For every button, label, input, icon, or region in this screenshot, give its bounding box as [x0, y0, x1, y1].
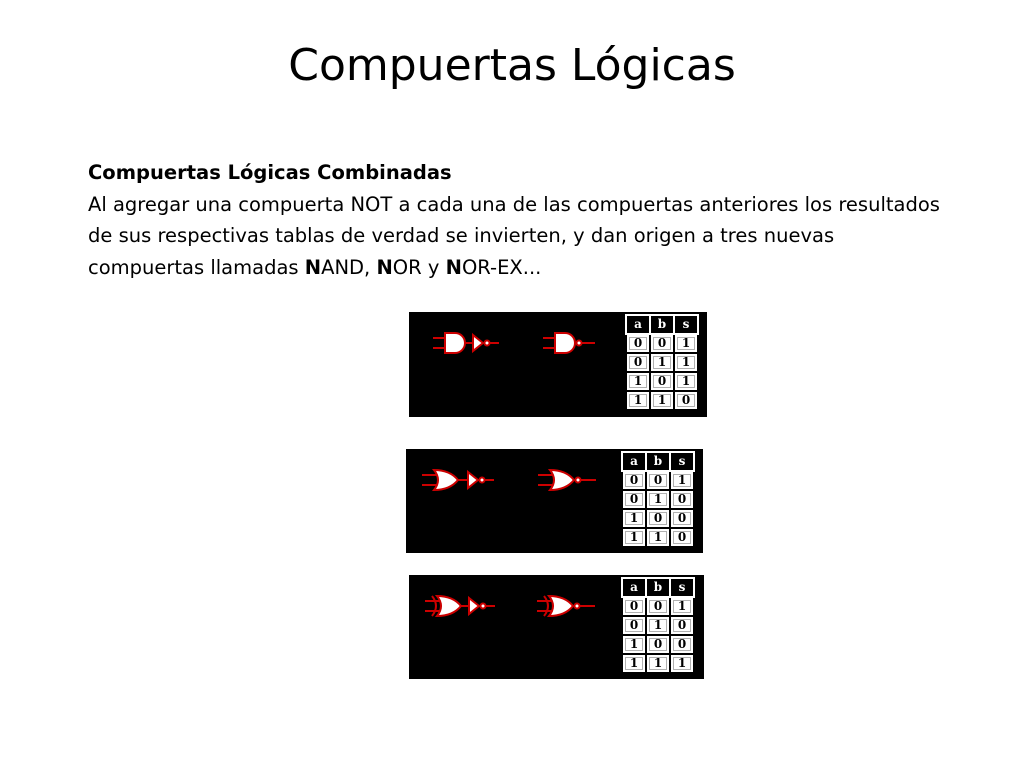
table-cell: 0	[646, 471, 670, 490]
table-cell: 1	[670, 654, 694, 673]
paragraph	[88, 189, 948, 284]
table-cell: 1	[622, 635, 646, 654]
table-cell: 0	[626, 353, 650, 372]
table-header: s	[670, 578, 694, 597]
table-cell: 1	[622, 528, 646, 547]
nand-panel	[409, 312, 707, 417]
nor-truth-table	[621, 451, 695, 548]
table-cell: 1	[674, 372, 698, 391]
table-cell: 0	[646, 509, 670, 528]
table-cell: 0	[622, 597, 646, 616]
table-header: b	[646, 452, 670, 471]
table-header: s	[670, 452, 694, 471]
table-cell: 0	[622, 490, 646, 509]
table-cell: 0	[674, 391, 698, 410]
table-cell: 0	[670, 528, 694, 547]
table-cell: 0	[622, 471, 646, 490]
nand-rest: AND,	[321, 255, 377, 279]
table-cell: 1	[670, 597, 694, 616]
table-header: a	[622, 452, 646, 471]
table-cell: 1	[650, 391, 674, 410]
table-cell: 1	[622, 509, 646, 528]
table-cell: 1	[626, 372, 650, 391]
table-cell: 1	[646, 654, 670, 673]
table-cell: 0	[626, 334, 650, 353]
slide-body	[88, 157, 948, 283]
table-cell: 0	[650, 372, 674, 391]
subheading: Compuertas Lógicas Combinadas	[88, 161, 452, 184]
table-cell: 0	[650, 334, 674, 353]
nor-n-letter: N	[376, 255, 393, 279]
table-cell: 0	[622, 616, 646, 635]
nor-rest: OR y	[392, 255, 446, 279]
table-cell: 1	[670, 471, 694, 490]
slide-title: Compuertas Lógicas	[288, 40, 736, 91]
table-cell: 0	[670, 635, 694, 654]
table-cell: 1	[622, 654, 646, 673]
table-cell: 0	[670, 509, 694, 528]
table-header: b	[650, 315, 674, 334]
table-cell: 0	[670, 616, 694, 635]
table-cell: 0	[646, 597, 670, 616]
paragraph-text: Al agregar una compuerta NOT a cada una de las compuertas anteriores los resultados de sus respectivas tablas de verdad se invierten, y dan origen a tres nuevas compuertas llamadas	[88, 192, 940, 279]
table-header: a	[622, 578, 646, 597]
nand-n-letter: N	[304, 255, 322, 279]
table-cell: 0	[646, 635, 670, 654]
norex-truth-table	[621, 577, 695, 674]
table-cell: 1	[646, 616, 670, 635]
table-cell: 1	[646, 528, 670, 547]
nor-panel	[406, 449, 703, 553]
table-header: b	[646, 578, 670, 597]
table-cell: 0	[670, 490, 694, 509]
table-cell: 1	[674, 353, 698, 372]
table-cell: 1	[674, 334, 698, 353]
table-cell: 1	[650, 353, 674, 372]
norex-panel	[409, 575, 704, 679]
nand-truth-table	[625, 314, 699, 411]
norex-rest: OR-EX...	[461, 255, 542, 279]
table-cell: 1	[646, 490, 670, 509]
table-header: a	[626, 315, 650, 334]
norex-n-letter: N	[445, 255, 462, 279]
table-cell: 1	[626, 391, 650, 410]
table-header: s	[674, 315, 698, 334]
